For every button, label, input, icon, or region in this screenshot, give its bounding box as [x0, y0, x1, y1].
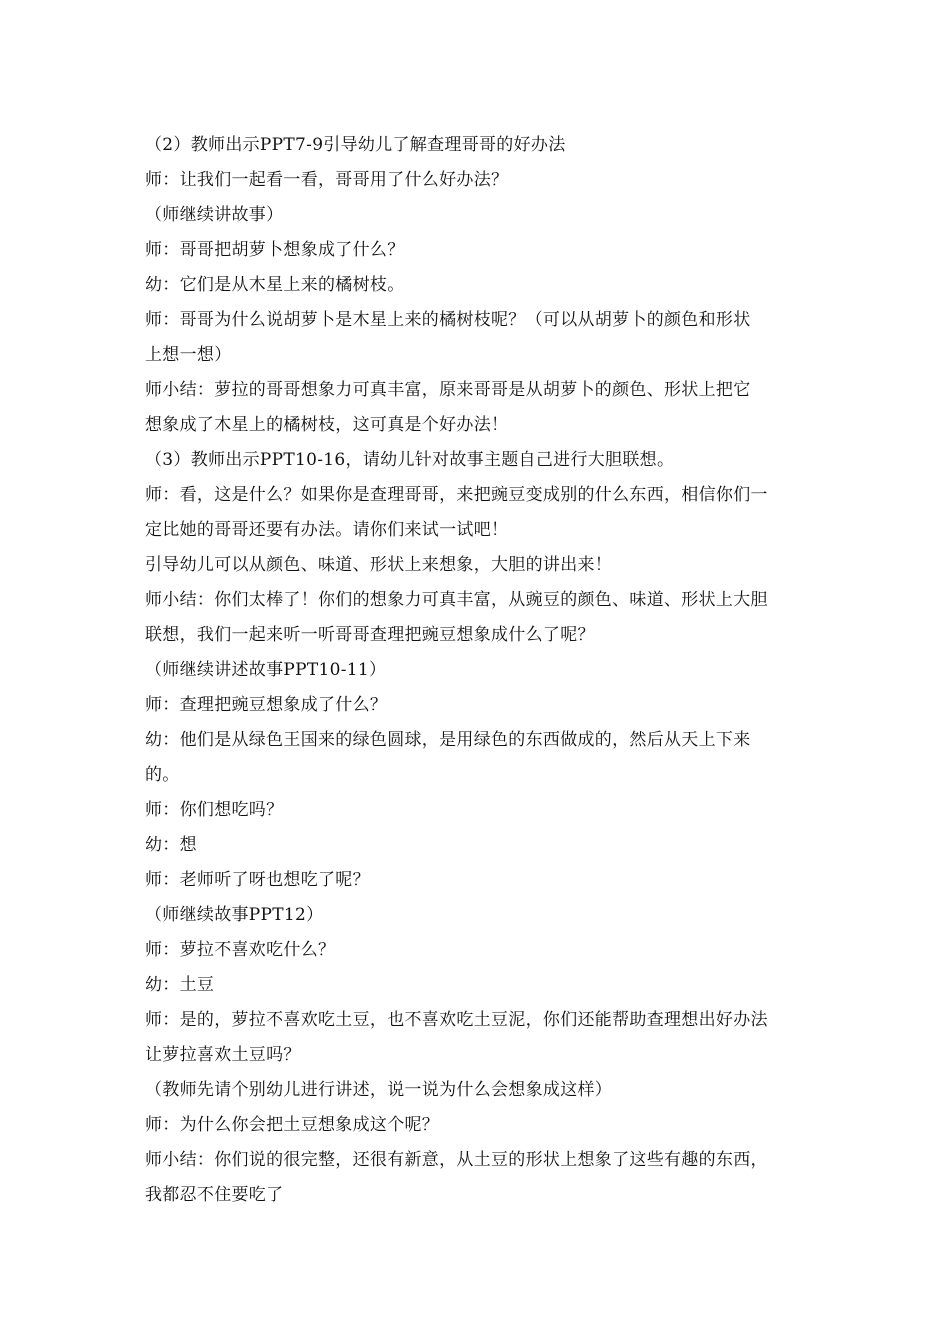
text-line: 定比她的哥哥还要有办法。请你们来试一试吧！ — [145, 520, 509, 540]
text-line: 的。 — [145, 765, 180, 785]
text-line: 师小结：你们说的很完整，还很有新意，从土豆的形状上想象了这些有趣的东西， — [145, 1150, 768, 1170]
text-line: （师继续讲述故事PPT10-11） — [145, 660, 387, 680]
text-line: 引导幼儿可以从颜色、味道、形状上来想象，大胆的讲出来！ — [145, 555, 613, 575]
text-line: 师：让我们一起看一看，哥哥用了什么好办法？ — [145, 170, 509, 190]
text-line: 师小结：萝拉的哥哥想象力可真丰富，原来哥哥是从胡萝卜的颜色、形状上把它 — [145, 380, 751, 400]
text-line: 幼：想 — [145, 835, 197, 855]
text-line: 幼：土豆 — [145, 975, 215, 995]
text-line: 幼：它们是从木星上来的橘树枝。 — [145, 275, 405, 295]
text-line: 师：为什么你会把土豆想象成这个呢？ — [145, 1115, 440, 1135]
text-line: 幼：他们是从绿色王国来的绿色圆球，是用绿色的东西做成的，然后从天上下来 — [145, 730, 751, 750]
text-line: 师：哥哥把胡萝卜想象成了什么？ — [145, 240, 405, 260]
text-line: 想象成了木星上的橘树枝，这可真是个好办法！ — [145, 415, 509, 435]
text-line: 联想，我们一起来听一听哥哥查理把豌豆想象成什么了呢？ — [145, 625, 595, 645]
text-line: 师：萝拉不喜欢吃什么？ — [145, 940, 336, 960]
text-line: 我都忍不住要吃了 — [145, 1185, 284, 1205]
text-line: （2）教师出示PPT7-9引导幼儿了解查理哥哥的好办法 — [145, 135, 566, 155]
text-line: 师：查理把豌豆想象成了什么？ — [145, 695, 388, 715]
text-line: 师小结：你们太棒了！你们的想象力可真丰富，从豌豆的颜色、味道、形状上大胆 — [145, 590, 768, 610]
text-line: 师：哥哥为什么说胡萝卜是木星上来的橘树枝呢？（可以从胡萝卜的颜色和形状 — [145, 310, 751, 330]
text-line: 让萝拉喜欢土豆吗？ — [145, 1045, 301, 1065]
text-line: （3）教师出示PPT10-16，请幼儿针对故事主题自己进行大胆联想。 — [145, 450, 675, 470]
text-line: 上想一想） — [145, 345, 232, 365]
text-line: 师：是的，萝拉不喜欢吃土豆，也不喜欢吃土豆泥，你们还能帮助查理想出好办法 — [145, 1010, 768, 1030]
text-line: （教师先请个别幼儿进行讲述，说一说为什么会想象成这样） — [145, 1080, 613, 1100]
text-line: （师继续讲故事） — [145, 205, 284, 225]
text-line: 师：你们想吃吗？ — [145, 800, 284, 820]
text-line: 师：看，这是什么？如果你是查理哥哥，来把豌豆变成别的什么东西，相信你们一 — [145, 485, 768, 505]
text-line: （师继续故事PPT12） — [145, 905, 324, 925]
text-line: 师：老师听了呀也想吃了呢？ — [145, 870, 370, 890]
document-body — [145, 128, 810, 1213]
